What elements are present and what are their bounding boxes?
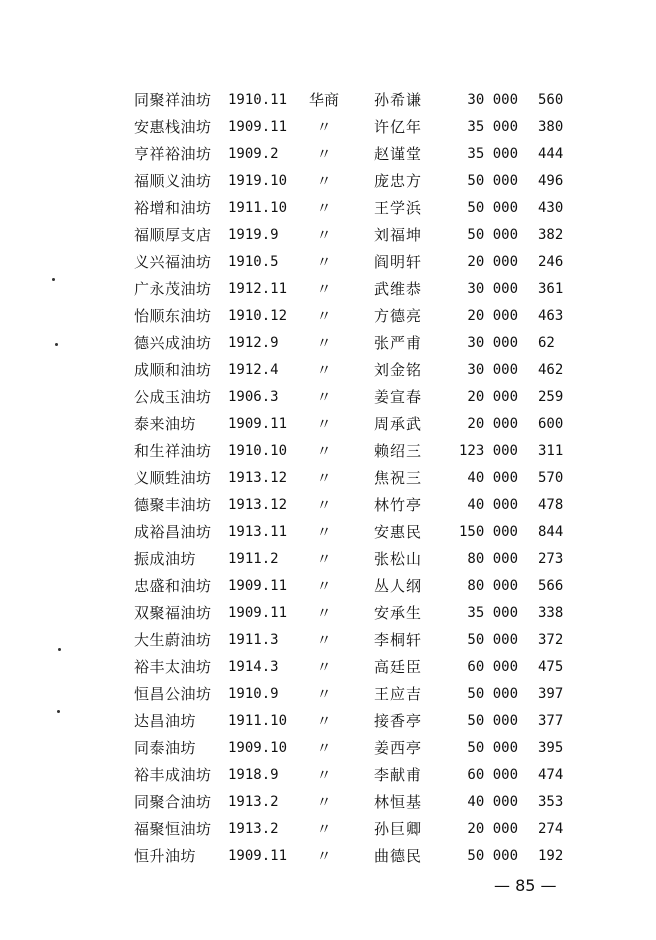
owner-nationality: 〃 bbox=[316, 604, 332, 622]
manager-name: 姜西亭 bbox=[374, 739, 423, 757]
mill-name: 同泰油坊 bbox=[134, 739, 197, 757]
row-count: 474 bbox=[538, 767, 564, 783]
founded-date: 1911.10 bbox=[228, 713, 288, 729]
row-count: 353 bbox=[538, 794, 564, 810]
mill-name: 德兴成油坊 bbox=[134, 334, 212, 352]
table-row bbox=[134, 736, 594, 763]
mill-name: 广永茂油坊 bbox=[134, 280, 212, 298]
capital-amount: 30 000 bbox=[467, 281, 518, 297]
row-count: 478 bbox=[538, 497, 564, 513]
founded-date: 1909.10 bbox=[228, 740, 288, 756]
capital-amount: 50 000 bbox=[467, 686, 518, 702]
table-row bbox=[134, 412, 594, 439]
row-count: 566 bbox=[538, 578, 564, 594]
owner-nationality: 〃 bbox=[316, 442, 332, 460]
table-row bbox=[134, 466, 594, 493]
founded-date: 1910.12 bbox=[228, 308, 288, 324]
scan-speck bbox=[58, 648, 61, 651]
founded-date: 1909.11 bbox=[228, 578, 288, 594]
manager-name: 李献甫 bbox=[374, 766, 423, 784]
founded-date: 1912.11 bbox=[228, 281, 288, 297]
table-row bbox=[134, 493, 594, 520]
manager-name: 阎明轩 bbox=[374, 253, 423, 271]
founded-date: 1913.2 bbox=[228, 794, 279, 810]
table-row bbox=[134, 682, 594, 709]
capital-amount: 35 000 bbox=[467, 146, 518, 162]
capital-amount: 40 000 bbox=[467, 794, 518, 810]
manager-name: 武维恭 bbox=[374, 280, 423, 298]
table-row bbox=[134, 817, 594, 844]
mill-name: 裕增和油坊 bbox=[134, 199, 212, 217]
manager-name: 张严甫 bbox=[374, 334, 423, 352]
capital-amount: 60 000 bbox=[467, 659, 518, 675]
mill-name: 裕丰太油坊 bbox=[134, 658, 212, 676]
row-count: 259 bbox=[538, 389, 564, 405]
manager-name: 安惠民 bbox=[374, 523, 423, 541]
founded-date: 1912.9 bbox=[228, 335, 279, 351]
table-row bbox=[134, 520, 594, 547]
owner-nationality: 〃 bbox=[316, 415, 332, 433]
founded-date: 1909.2 bbox=[228, 146, 279, 162]
manager-name: 林恒基 bbox=[374, 793, 423, 811]
manager-name: 周承武 bbox=[374, 415, 423, 433]
scan-speck bbox=[52, 278, 55, 281]
row-count: 444 bbox=[538, 146, 564, 162]
manager-name: 丛人纲 bbox=[374, 577, 423, 595]
founded-date: 1918.9 bbox=[228, 767, 279, 783]
manager-name: 姜宣春 bbox=[374, 388, 423, 406]
manager-name: 赖绍三 bbox=[374, 442, 423, 460]
capital-amount: 30 000 bbox=[467, 92, 518, 108]
table-row bbox=[134, 601, 594, 628]
manager-name: 焦祝三 bbox=[374, 469, 423, 487]
mill-name: 振成油坊 bbox=[134, 550, 197, 568]
mill-name: 义兴福油坊 bbox=[134, 253, 212, 271]
founded-date: 1913.11 bbox=[228, 524, 288, 540]
owner-nationality: 〃 bbox=[316, 820, 332, 838]
founded-date: 1914.3 bbox=[228, 659, 279, 675]
capital-amount: 50 000 bbox=[467, 740, 518, 756]
table-row bbox=[134, 88, 594, 115]
row-count: 372 bbox=[538, 632, 564, 648]
owner-nationality: 〃 bbox=[316, 658, 332, 676]
owner-nationality: 华商 bbox=[308, 91, 339, 109]
table-row bbox=[134, 655, 594, 682]
founded-date: 1909.11 bbox=[228, 416, 288, 432]
mill-name: 泰来油坊 bbox=[134, 415, 197, 433]
row-count: 496 bbox=[538, 173, 564, 189]
manager-name: 林竹亭 bbox=[374, 496, 423, 514]
mill-name: 成裕昌油坊 bbox=[134, 523, 212, 541]
row-count: 338 bbox=[538, 605, 564, 621]
owner-nationality: 〃 bbox=[316, 712, 332, 730]
owner-nationality: 〃 bbox=[316, 253, 332, 271]
mill-name: 忠盛和油坊 bbox=[134, 577, 212, 595]
capital-amount: 30 000 bbox=[467, 362, 518, 378]
mill-name: 达昌油坊 bbox=[134, 712, 197, 730]
owner-nationality: 〃 bbox=[316, 361, 332, 379]
capital-amount: 80 000 bbox=[467, 578, 518, 594]
row-count: 560 bbox=[538, 92, 564, 108]
manager-name: 方德亮 bbox=[374, 307, 423, 325]
table-row bbox=[134, 358, 594, 385]
mill-name: 成顺和油坊 bbox=[134, 361, 212, 379]
row-count: 274 bbox=[538, 821, 564, 837]
manager-name: 孙巨卿 bbox=[374, 820, 423, 838]
capital-amount: 60 000 bbox=[467, 767, 518, 783]
scan-speck bbox=[55, 343, 58, 346]
mill-name: 福聚恒油坊 bbox=[134, 820, 212, 838]
capital-amount: 123 000 bbox=[458, 443, 518, 459]
table-row bbox=[134, 574, 594, 601]
table-row bbox=[134, 439, 594, 466]
manager-name: 庞忠方 bbox=[374, 172, 423, 190]
table-row bbox=[134, 763, 594, 790]
row-count: 246 bbox=[538, 254, 564, 270]
founded-date: 1919.10 bbox=[228, 173, 288, 189]
founded-date: 1909.11 bbox=[228, 605, 288, 621]
mill-name: 德聚丰油坊 bbox=[134, 496, 212, 514]
row-count: 380 bbox=[538, 119, 564, 135]
owner-nationality: 〃 bbox=[316, 550, 332, 568]
manager-name: 王学浜 bbox=[374, 199, 423, 217]
row-count: 311 bbox=[538, 443, 564, 459]
row-count: 462 bbox=[538, 362, 564, 378]
row-count: 570 bbox=[538, 470, 564, 486]
owner-nationality: 〃 bbox=[316, 577, 332, 595]
founded-date: 1906.3 bbox=[228, 389, 279, 405]
capital-amount: 80 000 bbox=[467, 551, 518, 567]
capital-amount: 50 000 bbox=[467, 848, 518, 864]
row-count: 463 bbox=[538, 308, 564, 324]
mill-name: 和生祥油坊 bbox=[134, 442, 212, 460]
mill-name: 裕丰成油坊 bbox=[134, 766, 212, 784]
table-row bbox=[134, 844, 594, 871]
owner-nationality: 〃 bbox=[316, 118, 332, 136]
row-count: 192 bbox=[538, 848, 564, 864]
table-row bbox=[134, 331, 594, 358]
mill-name: 安惠栈油坊 bbox=[134, 118, 212, 136]
founded-date: 1919.9 bbox=[228, 227, 279, 243]
capital-amount: 40 000 bbox=[467, 497, 518, 513]
row-count: 475 bbox=[538, 659, 564, 675]
founded-date: 1910.9 bbox=[228, 686, 279, 702]
table-row bbox=[134, 277, 594, 304]
row-count: 361 bbox=[538, 281, 564, 297]
capital-amount: 20 000 bbox=[467, 254, 518, 270]
capital-amount: 150 000 bbox=[458, 524, 518, 540]
manager-name: 高廷臣 bbox=[374, 658, 423, 676]
oil-mill-table bbox=[134, 88, 594, 871]
manager-name: 刘福坤 bbox=[374, 226, 423, 244]
capital-amount: 35 000 bbox=[467, 605, 518, 621]
mill-name: 恒升油坊 bbox=[134, 847, 197, 865]
capital-amount: 20 000 bbox=[467, 308, 518, 324]
capital-amount: 30 000 bbox=[467, 335, 518, 351]
row-count: 395 bbox=[538, 740, 564, 756]
manager-name: 曲德民 bbox=[374, 847, 423, 865]
founded-date: 1909.11 bbox=[228, 119, 288, 135]
table-row bbox=[134, 547, 594, 574]
owner-nationality: 〃 bbox=[316, 739, 332, 757]
owner-nationality: 〃 bbox=[316, 523, 332, 541]
mill-name: 义顺甡油坊 bbox=[134, 469, 212, 487]
manager-name: 安承生 bbox=[374, 604, 423, 622]
owner-nationality: 〃 bbox=[316, 631, 332, 649]
mill-name: 恒昌公油坊 bbox=[134, 685, 212, 703]
mill-name: 福顺厚支店 bbox=[134, 226, 212, 244]
table-row bbox=[134, 115, 594, 142]
table-row bbox=[134, 223, 594, 250]
owner-nationality: 〃 bbox=[316, 199, 332, 217]
mill-name: 同聚祥油坊 bbox=[134, 91, 212, 109]
row-count: 430 bbox=[538, 200, 564, 216]
capital-amount: 20 000 bbox=[467, 416, 518, 432]
row-count: 397 bbox=[538, 686, 564, 702]
owner-nationality: 〃 bbox=[316, 145, 332, 163]
founded-date: 1910.5 bbox=[228, 254, 279, 270]
capital-amount: 50 000 bbox=[467, 632, 518, 648]
table-row bbox=[134, 385, 594, 412]
capital-amount: 40 000 bbox=[467, 470, 518, 486]
owner-nationality: 〃 bbox=[316, 172, 332, 190]
owner-nationality: 〃 bbox=[316, 793, 332, 811]
mill-name: 怡顺东油坊 bbox=[134, 307, 212, 325]
scan-speck bbox=[57, 710, 60, 713]
mill-name: 同聚合油坊 bbox=[134, 793, 212, 811]
manager-name: 接香亭 bbox=[374, 712, 423, 730]
row-count: 62 bbox=[538, 335, 555, 351]
table-row bbox=[134, 304, 594, 331]
row-count: 600 bbox=[538, 416, 564, 432]
mill-name: 公成玉油坊 bbox=[134, 388, 212, 406]
table-row bbox=[134, 628, 594, 655]
owner-nationality: 〃 bbox=[316, 496, 332, 514]
row-count: 844 bbox=[538, 524, 564, 540]
founded-date: 1913.12 bbox=[228, 470, 288, 486]
founded-date: 1912.4 bbox=[228, 362, 279, 378]
owner-nationality: 〃 bbox=[316, 388, 332, 406]
owner-nationality: 〃 bbox=[316, 334, 332, 352]
manager-name: 刘金铭 bbox=[374, 361, 423, 379]
founded-date: 1910.11 bbox=[228, 92, 288, 108]
owner-nationality: 〃 bbox=[316, 847, 332, 865]
manager-name: 孙希谦 bbox=[374, 91, 423, 109]
mill-name: 大生蔚油坊 bbox=[134, 631, 212, 649]
mill-name: 亨祥裕油坊 bbox=[134, 145, 212, 163]
table-row bbox=[134, 790, 594, 817]
table-row bbox=[134, 196, 594, 223]
mill-name: 双聚福油坊 bbox=[134, 604, 212, 622]
founded-date: 1913.12 bbox=[228, 497, 288, 513]
table-row bbox=[134, 169, 594, 196]
founded-date: 1911.10 bbox=[228, 200, 288, 216]
manager-name: 王应吉 bbox=[374, 685, 423, 703]
row-count: 377 bbox=[538, 713, 564, 729]
manager-name: 许亿年 bbox=[374, 118, 423, 136]
manager-name: 李桐轩 bbox=[374, 631, 423, 649]
founded-date: 1910.10 bbox=[228, 443, 288, 459]
owner-nationality: 〃 bbox=[316, 226, 332, 244]
founded-date: 1911.2 bbox=[228, 551, 279, 567]
founded-date: 1913.2 bbox=[228, 821, 279, 837]
founded-date: 1909.11 bbox=[228, 848, 288, 864]
capital-amount: 50 000 bbox=[467, 227, 518, 243]
capital-amount: 20 000 bbox=[467, 389, 518, 405]
page-number: — 85 — bbox=[494, 876, 557, 895]
row-count: 382 bbox=[538, 227, 564, 243]
founded-date: 1911.3 bbox=[228, 632, 279, 648]
owner-nationality: 〃 bbox=[316, 766, 332, 784]
table-row bbox=[134, 709, 594, 736]
capital-amount: 20 000 bbox=[467, 821, 518, 837]
table-row bbox=[134, 250, 594, 277]
owner-nationality: 〃 bbox=[316, 685, 332, 703]
owner-nationality: 〃 bbox=[316, 307, 332, 325]
table-row bbox=[134, 142, 594, 169]
owner-nationality: 〃 bbox=[316, 469, 332, 487]
manager-name: 赵谨堂 bbox=[374, 145, 423, 163]
manager-name: 张松山 bbox=[374, 550, 423, 568]
capital-amount: 50 000 bbox=[467, 173, 518, 189]
capital-amount: 50 000 bbox=[467, 713, 518, 729]
owner-nationality: 〃 bbox=[316, 280, 332, 298]
capital-amount: 50 000 bbox=[467, 200, 518, 216]
capital-amount: 35 000 bbox=[467, 119, 518, 135]
mill-name: 福顺义油坊 bbox=[134, 172, 212, 190]
row-count: 273 bbox=[538, 551, 564, 567]
